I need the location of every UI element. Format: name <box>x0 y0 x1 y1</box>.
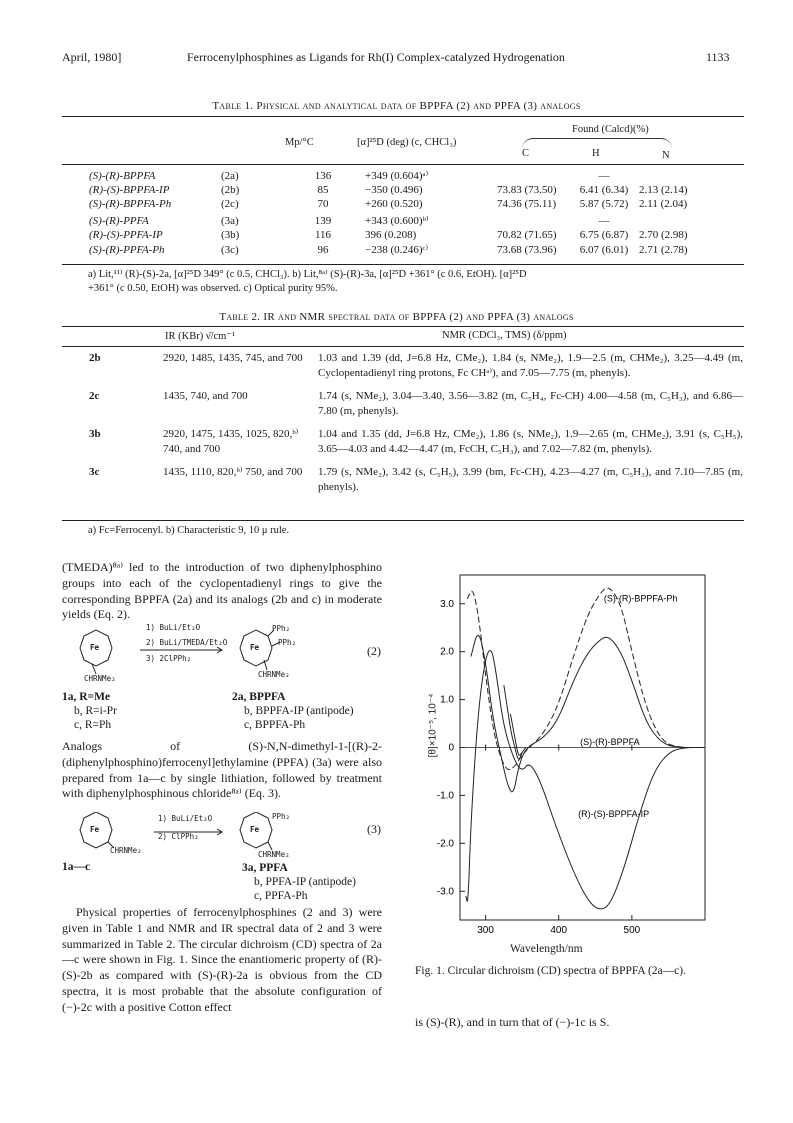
table-row: 3c 1435, 1110, 820,ᵇ⁾ 750, and 700 1.79 (s, NMe₂), 3.42 (s, C₅H₅), 3.99 (bm, Fc-CH), 4.23—4.27 (m, C₅H₃), and 7.10—7.85 (m, phenyls). <box>89 466 743 493</box>
cd-spectra-chart <box>415 565 720 950</box>
eq3-fe-right: Fe <box>250 825 260 834</box>
eq2-number: (2) <box>367 644 381 658</box>
table2-header-ir: IR (KBr) ν̄/cm⁻¹ <box>165 331 236 342</box>
eq3-number: (3) <box>367 822 381 836</box>
eq3-step-1: 1) BuLi/Et₂O <box>158 814 213 823</box>
table-row: (R)-(S)-BPPFA-IP (2b) 85 −350 (0.496) 73.83 (73.50) 6.41 (6.34) 2.13 (2.14) <box>89 184 688 196</box>
eq2-sub-left: CHRNMe₂ <box>84 674 116 683</box>
eq3-right-labels: 3a, PPFA b, PPFA-IP (antipode) c, PPFA-Ph <box>242 862 356 902</box>
y-tick-label: 1.0 <box>440 694 454 706</box>
table1-header-alpha: [α]²⁵D (deg) (c, CHCl₃) <box>357 137 457 148</box>
paragraph-4: is (S)-(R), and in turn that of (−)-1c is S. <box>415 1015 610 1029</box>
eq3-sub-right: CHRNMe₂ <box>258 850 290 859</box>
eq3-step-2: 2) ClPPh₂ <box>158 832 199 841</box>
eq2-sub-right: CHRNMe₂ <box>258 670 290 679</box>
table-row: (S)-(R)-PPFA-Ph (3c) 96 −238 (0.246)ᶜ⁾ 73.68 (73.96) 6.07 (6.01) 2.71 (2.78) <box>89 243 688 256</box>
table1-header-found: Found (Calcd)(%) <box>572 124 649 135</box>
eq3-left-label: 1a—c <box>62 861 91 873</box>
table-row: (S)-(R)-BPPFA-Ph (2c) 70 +260 (0.520) 74.36 (75.11) 5.87 (5.72) 2.11 (2.04) <box>89 198 688 210</box>
table2-footnote: a) Fc=Ferrocenyl. b) Characteristic 9, 10 μ rule. <box>88 525 290 536</box>
eq3-sub-left: CHRNMe₂ <box>110 846 142 855</box>
fe-label-right: Fe <box>250 643 260 652</box>
running-header-title: Ferrocenylphosphines as Ligands for Rh(I) Complex-catalyzed Hydrogenation <box>187 50 565 64</box>
table-row: 3b 2920, 1475, 1435, 1025, 820,ᵇ⁾ 740, and 700 1.04 and 1.35 (dd, J=6.8 Hz, CMe₂), 1.86 (s, NMe₂), 1.9—2.65 (m, CHMe₂), 3.91 (s, C₅H₅), 3.65—4.03 and 4.42—4.47 (m, FcCH, C₅H₃), and 7.02—7.82 (m, phenyls). <box>89 428 743 455</box>
table1-footnote-2: +361° (c 0.50, EtOH) was observed. c) Optical purity 95%. <box>88 283 338 294</box>
paragraph-1: (TMEDA)⁸ᵃ⁾ led to the introduction of two diphenylphosphino groups into each of the cyclopentadienyl rings to give the corresponding BPPFA (2a) and its analogs (2b and c) in moderate yields (Eq. 2). <box>62 560 382 622</box>
table1-header-mp: Mp/°C <box>285 137 314 148</box>
eq2-right-labels: 2a, BPPFA b, BPPFA-IP (antipode) c, BPPFA-Ph <box>232 691 354 731</box>
table1-footnote-1: a) Lit,¹¹⁾ (R)-(S)-2a, [α]²⁵D 349° (c 0.5, CHCl₃). b) Lit,⁸ᵃ⁾ (S)-(R)-3a, [α]²⁵D +361° (c 0.6, EtOH). [α]²⁵D <box>88 269 527 280</box>
table1-header-c: C <box>522 148 530 159</box>
paragraph-3: Physical properties of ferrocenylphosphines (2 and 3) were given in Table 1 and NMR and IR spectral data of 2 and 3 were summarized in Table 2. The circular dichroism (CD) spectra of 2a—c were shown in Fig. 1. Since the enantiomeric property of (R)-(S)-2b as compared with (S)-(R)-2a is obvious from the CD spectra, it is most probable that the absolute configuration of (−)-2c with a positive Cotton effect <box>62 905 382 1014</box>
x-tick-label: 300 <box>477 925 494 936</box>
figure-caption: Fig. 1. Circular dichroism (CD) spectra of BPPFA (2a—c). <box>415 965 686 977</box>
eq2-step-2: 2) BuLi/TMEDA/Et₂O <box>146 638 228 647</box>
table1-body <box>88 168 748 257</box>
eq2-step-3: 3) 2ClPPh₂ <box>146 654 192 663</box>
chart-ylabel: [θ]×10⁻⁵, 10⁻⁴ <box>427 693 439 758</box>
table1-header-n: N <box>662 150 670 161</box>
table-row: (R)-(S)-PPFA-IP (3b) 116 396 (0.208) 70.82 (71.65) 6.75 (6.87) 2.70 (2.98) <box>89 229 688 241</box>
table2-body <box>88 350 744 496</box>
eq2-pph2-top: PPh₂ <box>272 624 291 633</box>
table-row: 2c 1435, 740, and 700 1.74 (s, NMe₂), 3.04—3.40, 3.56—3.82 (m, C₅H₄, Fc-CH) 4.00—4.58 (m, C₅H₃), and 6.86—7.80 (m, phenyls). <box>89 390 743 417</box>
table1-header-h: H <box>592 148 600 159</box>
eq3-fe-left: Fe <box>90 825 100 834</box>
y-tick-label: 0 <box>448 742 454 754</box>
eq2-left-labels: 1a, R=Me b, R=i-Pr c, R=Ph <box>62 691 117 731</box>
chart-xlabel: Wavelength/nm <box>510 943 583 955</box>
table-row: (S)-(R)-PPFA (3a) 139 +343 (0.600)ᵇ⁾ — <box>89 214 610 227</box>
series-line-4 <box>510 714 525 755</box>
table-row: (S)-(R)-BPPFA (2a) 136 +349 (0.604)ᵃ⁾ — <box>89 169 610 182</box>
x-tick-label: 400 <box>550 925 568 936</box>
paragraph-2: Analogs of (S)-N,N-dimethyl-1-[(R)-2-(diphenylphosphino)ferrocenyl]ethylamine (PPFA) (3a) were also prepared from 1a—c by single lithiation, followed by treatment with diphenylphosphinous chloride⁸ᵃ⁾ (Eq. 3). <box>62 739 382 801</box>
y-tick-label: 2.0 <box>440 646 454 658</box>
equation-3 <box>62 808 382 902</box>
running-header-date: April, 1980] <box>62 50 122 64</box>
table2-header-nmr: NMR (CDCl₃, TMS) (δ/ppm) <box>442 330 567 341</box>
eq2-pph2-mid: PPh₂ <box>278 638 297 647</box>
eq3-pph2: PPh₂ <box>272 812 291 821</box>
y-tick-label: 3.0 <box>440 598 454 610</box>
fe-label-left: Fe <box>90 643 100 652</box>
series-label-0: (S)-(R)-BPPFA-Ph <box>603 593 678 604</box>
y-tick-label: -3.0 <box>436 886 454 898</box>
table1-caption: Table 1. Physical and analytical data of BPPFA (2) and PPFA (3) analogs <box>212 100 581 112</box>
table2-caption: Table 2. IR and NMR spectral data of BPPFA (2) and PPFA (3) analogs <box>219 311 574 323</box>
equation-2 <box>62 620 382 735</box>
series-label-1: (S)-(R)-BPPFA <box>580 737 640 748</box>
y-tick-label: -2.0 <box>436 838 454 850</box>
series-label-2: (R)-(S)-BPPFA-IP <box>578 808 650 819</box>
eq2-step-1: 1) BuLi/Et₂O <box>146 623 201 632</box>
series-line-2 <box>466 650 705 908</box>
table-row: 2b 2920, 1485, 1435, 745, and 700 1.03 and 1.39 (dd, J=6.8 Hz, CMe₂), 1.84 (s, NMe₂), 1.9—2.5 (m, CHMe₂), 3.25—4.49 (m, Cyclopentadienyl ring protons, Fc CHᵃ⁾), and 7.05—7.75 (m, phenyls). <box>89 352 743 379</box>
chart-ylabel-wrap <box>418 640 444 820</box>
series-line-3 <box>504 685 522 759</box>
x-tick-label: 500 <box>623 925 641 936</box>
y-tick-label: -1.0 <box>436 790 454 802</box>
page-number: 1133 <box>706 50 730 64</box>
